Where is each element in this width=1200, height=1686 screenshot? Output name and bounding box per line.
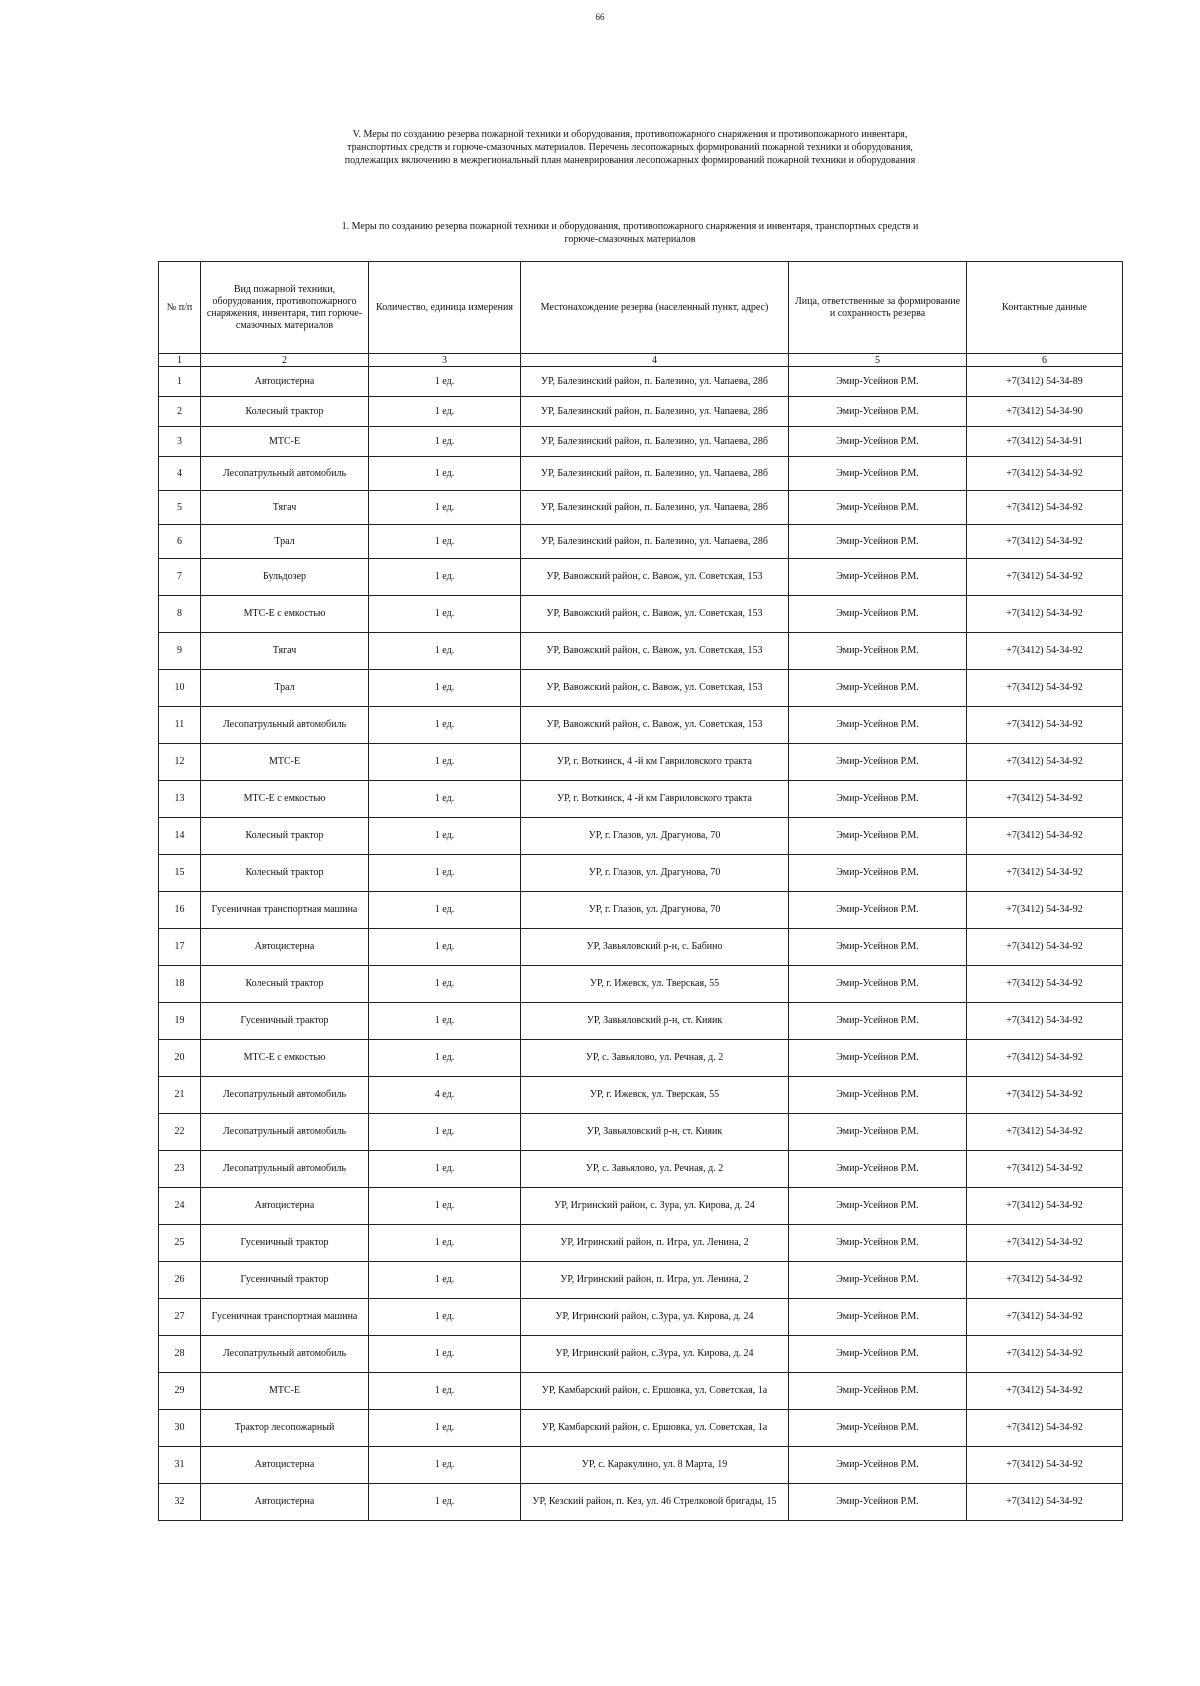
contact-phone: +7(3412) 54-34-92 [967,1410,1123,1447]
quantity: 1 ед. [369,855,521,892]
row-number: 29 [159,1373,201,1410]
contact-phone: +7(3412) 54-34-92 [967,1114,1123,1151]
quantity: 1 ед. [369,1040,521,1077]
responsible-person: Эмир-Усейнов Р.М. [789,892,967,929]
row-number: 6 [159,525,201,559]
quantity: 1 ед. [369,457,521,491]
quantity: 1 ед. [369,1484,521,1521]
column-number: 2 [201,354,369,367]
contact-phone: +7(3412) 54-34-92 [967,1077,1123,1114]
header-responsible: Лица, ответственные за формирование и сохранность резерва [789,262,967,354]
table-row [159,1151,1123,1188]
quantity: 1 ед. [369,633,521,670]
table-row [159,1373,1123,1410]
location: УР, Завьяловский р-н, с. Бабино [521,929,789,966]
equipment-type: МТС-Е [201,427,369,457]
responsible-person: Эмир-Усейнов Р.М. [789,781,967,818]
responsible-person: Эмир-Усейнов Р.М. [789,525,967,559]
contact-phone: +7(3412) 54-34-92 [967,1299,1123,1336]
table-row [159,1484,1123,1521]
quantity: 1 ед. [369,596,521,633]
table-row [159,818,1123,855]
equipment-type: Автоцистерна [201,1188,369,1225]
location: УР, Балезинский район, п. Балезино, ул. Чапаева, 28б [521,427,789,457]
contact-phone: +7(3412) 54-34-92 [967,1151,1123,1188]
equipment-type: Автоцистерна [201,929,369,966]
row-number: 3 [159,427,201,457]
equipment-type: Гусеничная транспортная машина [201,1299,369,1336]
table-header-row [159,262,1123,354]
table-row [159,1077,1123,1114]
section-heading: V. Меры по созданию резерва пожарной техники и оборудования, противопожарного снаряжения и противопожарного инвентаря, транспортных средств и горюче-смазочных материалов. Перечень лесопожарных формирований пожарной техники и оборудования, подлежащих включению в межрегиональный план маневрирования лесопожарных формирований пожарной техники и оборудования [344,129,916,166]
quantity: 1 ед. [369,1151,521,1188]
responsible-person: Эмир-Усейнов Р.М. [789,818,967,855]
table-row [159,367,1123,397]
contact-phone: +7(3412) 54-34-92 [967,1040,1123,1077]
equipment-type: Гусеничный трактор [201,1262,369,1299]
table-row [159,397,1123,427]
equipment-type: Тягач [201,633,369,670]
row-number: 1 [159,367,201,397]
contact-phone: +7(3412) 54-34-92 [967,1188,1123,1225]
table-row [159,855,1123,892]
equipment-type: Гусеничная транспортная машина [201,892,369,929]
row-number: 5 [159,491,201,525]
responsible-person: Эмир-Усейнов Р.М. [789,1225,967,1262]
header-contact: Контактные данные [967,262,1123,354]
equipment-type: Лесопатрульный автомобиль [201,457,369,491]
equipment-type: Автоцистерна [201,1484,369,1521]
table-row [159,559,1123,596]
quantity: 1 ед. [369,1410,521,1447]
column-number-row [159,354,1123,367]
location: УР, г. Глазов, ул. Драгунова, 70 [521,892,789,929]
header-equipment-type: Вид пожарной техники, оборудования, противопожарного снаряжения, инвентаря, тип горюче-смазочных материалов [201,262,369,354]
contact-phone: +7(3412) 54-34-92 [967,670,1123,707]
contact-phone: +7(3412) 54-34-92 [967,525,1123,559]
row-number: 11 [159,707,201,744]
quantity: 1 ед. [369,892,521,929]
row-number: 15 [159,855,201,892]
quantity: 1 ед. [369,525,521,559]
location: УР, Игринский район, с.Зура, ул. Кирова, д. 24 [521,1299,789,1336]
responsible-person: Эмир-Усейнов Р.М. [789,1299,967,1336]
equipment-type: Тягач [201,491,369,525]
table-row [159,633,1123,670]
quantity: 1 ед. [369,427,521,457]
responsible-person: Эмир-Усейнов Р.М. [789,1114,967,1151]
location: УР, Балезинский район, п. Балезино, ул. Чапаева, 28б [521,397,789,427]
column-number: 3 [369,354,521,367]
table-row [159,670,1123,707]
equipment-type: Гусеничный трактор [201,1003,369,1040]
responsible-person: Эмир-Усейнов Р.М. [789,1262,967,1299]
responsible-person: Эмир-Усейнов Р.М. [789,559,967,596]
location: УР, Кезский район, п. Кез, ул. 46 Стрелковой бригады, 15 [521,1484,789,1521]
table-row [159,1262,1123,1299]
quantity: 1 ед. [369,1188,521,1225]
table-row [159,491,1123,525]
row-number: 24 [159,1188,201,1225]
row-number: 7 [159,559,201,596]
contact-phone: +7(3412) 54-34-92 [967,707,1123,744]
column-number: 1 [159,354,201,367]
location: УР, с. Завьялово, ул. Речная, д. 2 [521,1151,789,1188]
location: УР, Игринский район, с. Зура, ул. Кирова, д. 24 [521,1188,789,1225]
location: УР, Вавожский район, с. Вавож, ул. Советская, 153 [521,559,789,596]
contact-phone: +7(3412) 54-34-92 [967,559,1123,596]
quantity: 1 ед. [369,929,521,966]
row-number: 14 [159,818,201,855]
quantity: 1 ед. [369,397,521,427]
equipment-type: Трал [201,525,369,559]
quantity: 1 ед. [369,1447,521,1484]
row-number: 20 [159,1040,201,1077]
header-quantity: Количество, единица измерения [369,262,521,354]
row-number: 18 [159,966,201,1003]
quantity: 4 ед. [369,1077,521,1114]
equipment-type: Бульдозер [201,559,369,596]
row-number: 26 [159,1262,201,1299]
location: УР, Балезинский район, п. Балезино, ул. Чапаева, 28б [521,491,789,525]
row-number: 16 [159,892,201,929]
contact-phone: +7(3412) 54-34-92 [967,1336,1123,1373]
responsible-person: Эмир-Усейнов Р.М. [789,1484,967,1521]
responsible-person: Эмир-Усейнов Р.М. [789,1040,967,1077]
equipment-type: МТС-Е с емкостью [201,781,369,818]
equipment-type: Гусеничный трактор [201,1225,369,1262]
quantity: 1 ед. [369,707,521,744]
equipment-type: МТС-Е с емкостью [201,596,369,633]
contact-phone: +7(3412) 54-34-92 [967,491,1123,525]
row-number: 27 [159,1299,201,1336]
table-row [159,596,1123,633]
equipment-type: МТС-Е [201,1373,369,1410]
responsible-person: Эмир-Усейнов Р.М. [789,855,967,892]
equipment-type: Лесопатрульный автомобиль [201,707,369,744]
responsible-person: Эмир-Усейнов Р.М. [789,1188,967,1225]
location: УР, Игринский район, с.Зура, ул. Кирова, д. 24 [521,1336,789,1373]
responsible-person: Эмир-Усейнов Р.М. [789,397,967,427]
table-row [159,427,1123,457]
responsible-person: Эмир-Усейнов Р.М. [789,1373,967,1410]
location: УР, г. Воткинск, 4 -й км Гавриловского тракта [521,781,789,818]
contact-phone: +7(3412) 54-34-90 [967,397,1123,427]
table-row [159,1410,1123,1447]
table-row [159,1188,1123,1225]
location: УР, Камбарский район, с. Ершовка, ул. Советская, 1а [521,1373,789,1410]
row-number: 23 [159,1151,201,1188]
contact-phone: +7(3412) 54-34-91 [967,427,1123,457]
contact-phone: +7(3412) 54-34-92 [967,633,1123,670]
contact-phone: +7(3412) 54-34-92 [967,855,1123,892]
row-number: 28 [159,1336,201,1373]
table-row [159,892,1123,929]
contact-phone: +7(3412) 54-34-92 [967,892,1123,929]
quantity: 1 ед. [369,1114,521,1151]
header-number: № п/п [159,262,201,354]
location: УР, Вавожский район, с. Вавож, ул. Советская, 153 [521,633,789,670]
quantity: 1 ед. [369,670,521,707]
table-subheading: 1. Меры по созданию резерва пожарной техники и оборудования, противопожарного снаряжения и инвентаря, транспортных средств и горюче-смазочных материалов [341,221,919,245]
quantity: 1 ед. [369,491,521,525]
table-row [159,1299,1123,1336]
responsible-person: Эмир-Усейнов Р.М. [789,1077,967,1114]
row-number: 2 [159,397,201,427]
contact-phone: +7(3412) 54-34-92 [967,457,1123,491]
equipment-type: Лесопатрульный автомобиль [201,1151,369,1188]
equipment-type: Колесный трактор [201,397,369,427]
table-row [159,781,1123,818]
row-number: 22 [159,1114,201,1151]
equipment-type: Колесный трактор [201,818,369,855]
responsible-person: Эмир-Усейнов Р.М. [789,966,967,1003]
quantity: 1 ед. [369,966,521,1003]
column-number: 6 [967,354,1123,367]
row-number: 30 [159,1410,201,1447]
responsible-person: Эмир-Усейнов Р.М. [789,491,967,525]
equipment-type: МТС-Е [201,744,369,781]
page-number: 66 [595,12,605,22]
column-number: 5 [789,354,967,367]
location: УР, Балезинский район, п. Балезино, ул. Чапаева, 28б [521,525,789,559]
row-number: 19 [159,1003,201,1040]
contact-phone: +7(3412) 54-34-92 [967,744,1123,781]
quantity: 1 ед. [369,1262,521,1299]
location: УР, с. Каракулино, ул. 8 Марта, 19 [521,1447,789,1484]
quantity: 1 ед. [369,1336,521,1373]
responsible-person: Эмир-Усейнов Р.М. [789,707,967,744]
location: УР, Камбарский район, с. Ершовка, ул. Советская, 1а [521,1410,789,1447]
equipment-type: Трактор лесопожарный [201,1410,369,1447]
quantity: 1 ед. [369,1299,521,1336]
row-number: 31 [159,1447,201,1484]
row-number: 10 [159,670,201,707]
table-row [159,457,1123,491]
location: УР, Завьяловский р-н, ст. Кияик [521,1114,789,1151]
responsible-person: Эмир-Усейнов Р.М. [789,1151,967,1188]
contact-phone: +7(3412) 54-34-92 [967,596,1123,633]
equipment-type: Колесный трактор [201,966,369,1003]
column-number: 4 [521,354,789,367]
row-number: 8 [159,596,201,633]
row-number: 21 [159,1077,201,1114]
reserve-table [158,261,1123,1521]
location: УР, Завьяловский р-н, ст. Кияик [521,1003,789,1040]
quantity: 1 ед. [369,781,521,818]
responsible-person: Эмир-Усейнов Р.М. [789,1447,967,1484]
quantity: 1 ед. [369,1373,521,1410]
quantity: 1 ед. [369,1003,521,1040]
contact-phone: +7(3412) 54-34-92 [967,1262,1123,1299]
quantity: 1 ед. [369,367,521,397]
contact-phone: +7(3412) 54-34-92 [967,929,1123,966]
table-row [159,707,1123,744]
table-row [159,1040,1123,1077]
responsible-person: Эмир-Усейнов Р.М. [789,427,967,457]
row-number: 9 [159,633,201,670]
table-row [159,1003,1123,1040]
equipment-type: Лесопатрульный автомобиль [201,1336,369,1373]
table-row [159,1447,1123,1484]
responsible-person: Эмир-Усейнов Р.М. [789,744,967,781]
location: УР, Балезинский район, п. Балезино, ул. Чапаева, 28б [521,367,789,397]
responsible-person: Эмир-Усейнов Р.М. [789,1336,967,1373]
table-row [159,966,1123,1003]
location: УР, с. Завьялово, ул. Речная, д. 2 [521,1040,789,1077]
table-row [159,525,1123,559]
contact-phone: +7(3412) 54-34-92 [967,1447,1123,1484]
responsible-person: Эмир-Усейнов Р.М. [789,1410,967,1447]
contact-phone: +7(3412) 54-34-92 [967,1225,1123,1262]
table-row [159,929,1123,966]
equipment-type: Колесный трактор [201,855,369,892]
equipment-type: МТС-Е с емкостью [201,1040,369,1077]
responsible-person: Эмир-Усейнов Р.М. [789,457,967,491]
contact-phone: +7(3412) 54-34-92 [967,1484,1123,1521]
table-body [159,367,1123,1521]
row-number: 4 [159,457,201,491]
location: УР, Игринский район, п. Игра, ул. Ленина, 2 [521,1262,789,1299]
table-row [159,1336,1123,1373]
equipment-type: Лесопатрульный автомобиль [201,1114,369,1151]
location: УР, Вавожский район, с. Вавож, ул. Советская, 153 [521,707,789,744]
row-number: 32 [159,1484,201,1521]
row-number: 25 [159,1225,201,1262]
location: УР, г. Ижевск, ул. Тверская, 55 [521,1077,789,1114]
responsible-person: Эмир-Усейнов Р.М. [789,929,967,966]
location: УР, г. Глазов, ул. Драгунова, 70 [521,818,789,855]
responsible-person: Эмир-Усейнов Р.М. [789,367,967,397]
quantity: 1 ед. [369,818,521,855]
location: УР, г. Воткинск, 4 -й км Гавриловского тракта [521,744,789,781]
contact-phone: +7(3412) 54-34-89 [967,367,1123,397]
location: УР, Балезинский район, п. Балезино, ул. Чапаева, 28б [521,457,789,491]
header-location: Местонахождение резерва (населенный пункт, адрес) [521,262,789,354]
contact-phone: +7(3412) 54-34-92 [967,781,1123,818]
equipment-type: Лесопатрульный автомобиль [201,1077,369,1114]
location: УР, Вавожский район, с. Вавож, ул. Советская, 153 [521,670,789,707]
row-number: 13 [159,781,201,818]
contact-phone: +7(3412) 54-34-92 [967,818,1123,855]
responsible-person: Эмир-Усейнов Р.М. [789,670,967,707]
location: УР, Игринский район, п. Игра, ул. Ленина, 2 [521,1225,789,1262]
equipment-type: Автоцистерна [201,1447,369,1484]
contact-phone: +7(3412) 54-34-92 [967,966,1123,1003]
equipment-type: Автоцистерна [201,367,369,397]
row-number: 12 [159,744,201,781]
responsible-person: Эмир-Усейнов Р.М. [789,596,967,633]
quantity: 1 ед. [369,559,521,596]
quantity: 1 ед. [369,1225,521,1262]
row-number: 17 [159,929,201,966]
responsible-person: Эмир-Усейнов Р.М. [789,1003,967,1040]
quantity: 1 ед. [369,744,521,781]
location: УР, г. Глазов, ул. Драгунова, 70 [521,855,789,892]
location: УР, г. Ижевск, ул. Тверская, 55 [521,966,789,1003]
responsible-person: Эмир-Усейнов Р.М. [789,633,967,670]
table-row [159,1225,1123,1262]
table-row [159,1114,1123,1151]
contact-phone: +7(3412) 54-34-92 [967,1373,1123,1410]
contact-phone: +7(3412) 54-34-92 [967,1003,1123,1040]
table-row [159,744,1123,781]
equipment-type: Трал [201,670,369,707]
location: УР, Вавожский район, с. Вавож, ул. Советская, 153 [521,596,789,633]
